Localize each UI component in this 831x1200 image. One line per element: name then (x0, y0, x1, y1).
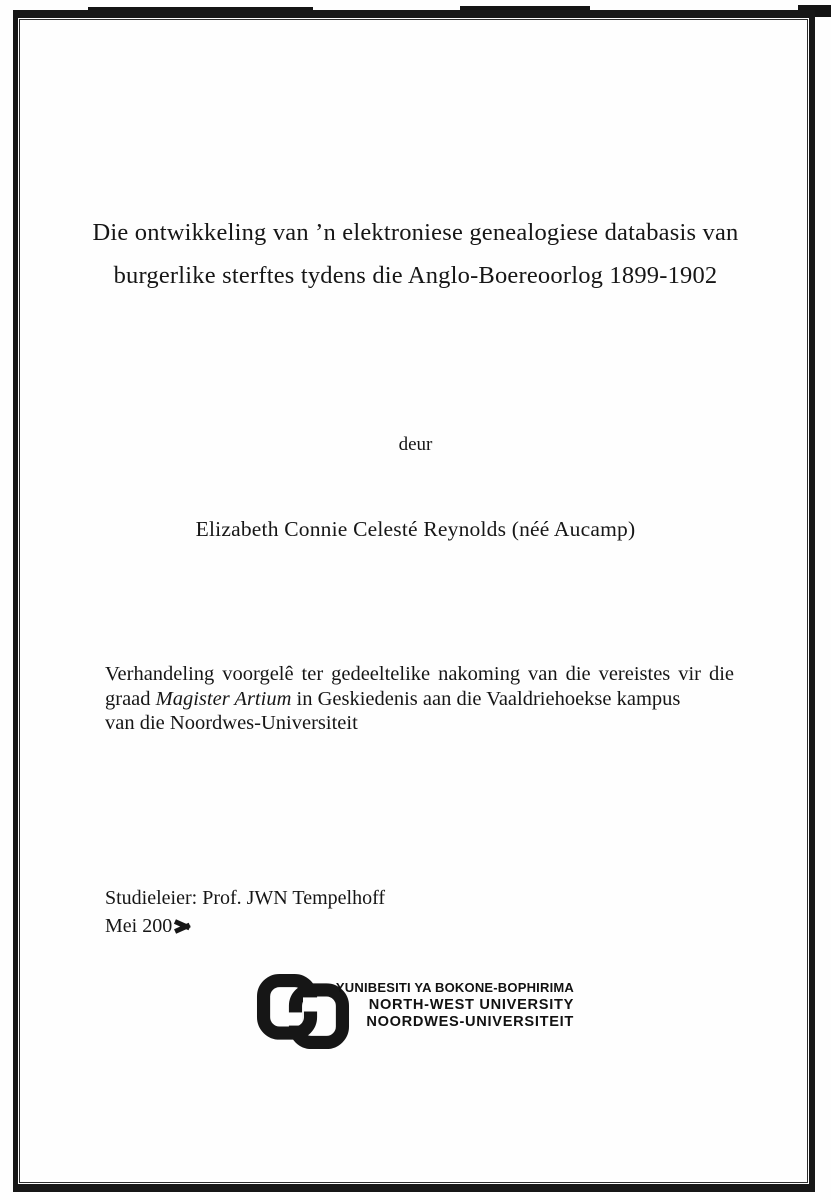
date-text: Mei 200 (105, 915, 173, 937)
university-logo (256, 970, 586, 1055)
statement-line-3: van die Noordwes-Universiteit (105, 712, 358, 734)
thesis-title-line-1: Die ontwikkeling van ’n elektroniese genealogiese databasis van (92, 219, 739, 246)
scanned-digit-seven-glyph (175, 918, 192, 933)
degree-name-italic: Magister Artium (155, 687, 292, 710)
supervisor-line: Studieleier: Prof. JWN Tempelhoff (105, 887, 386, 909)
logo-wordmark (322, 979, 574, 1032)
statement-line-2-suffix: in Geskiedenis aan die Vaaldriehoekse kampus (291, 687, 681, 710)
statement-line-2 (105, 687, 734, 712)
statement-line-1: Verhandeling voorgelê ter gedeeltelike nakoming van die vereistes vir die (105, 663, 734, 685)
thesis-title-line-2: burgerlike sterftes tydens die Anglo-Boereoorlog 1899-1902 (113, 262, 718, 289)
thesis-title (60, 211, 771, 297)
logo-line-afrikaans: NOORDWES-UNIVERSITEIT (366, 1014, 574, 1031)
degree-statement (105, 662, 734, 736)
byline-deur: deur (398, 434, 433, 455)
author-name: Elizabeth Connie Celesté Reynolds (néé Aucamp) (195, 517, 636, 541)
date-line (105, 912, 385, 940)
statement-line-2-prefix: graad (105, 687, 156, 710)
logo-line-english: NORTH-WEST UNIVERSITY (368, 996, 574, 1013)
supervisor-block (105, 884, 385, 940)
logo-line-setswana: YUNIBESITI YA BOKONE-BOPHIRIMA (335, 980, 574, 995)
